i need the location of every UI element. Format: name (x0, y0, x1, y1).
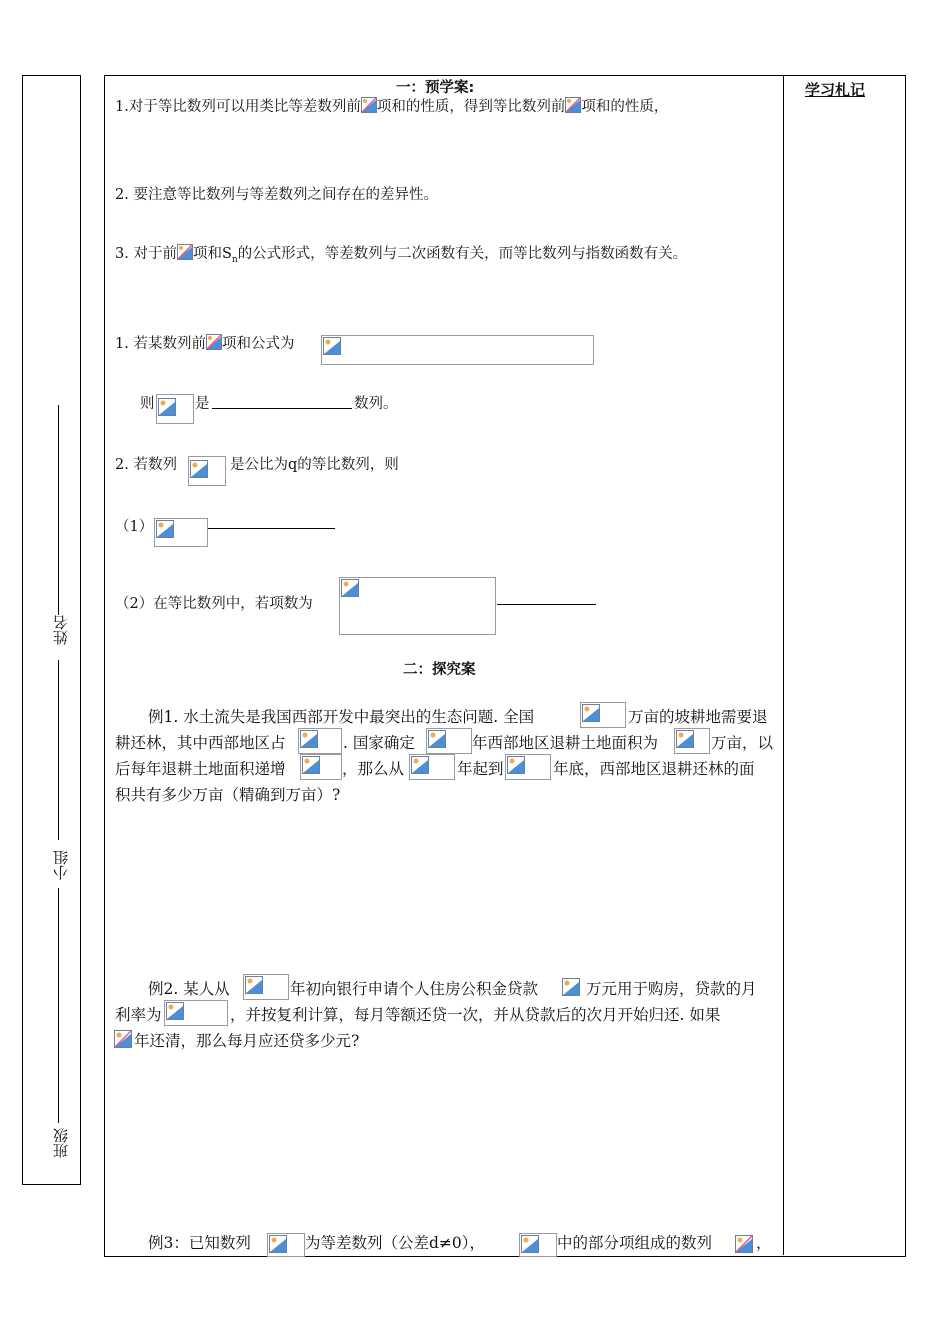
ex1-part: 例1. 水土流失是我国西部开发中最突出的生态问题. 全国 (148, 708, 535, 726)
formula-image-icon (269, 1235, 287, 1253)
section1-title: 一：预学案: (396, 80, 475, 96)
formula-image-icon (361, 97, 377, 113)
formula-image-icon (158, 398, 176, 416)
ex1-part: 后每年退耕土地面积递增 (115, 760, 286, 778)
formula-image-icon (300, 730, 318, 748)
formula-image-icon (676, 730, 694, 748)
q2-text: 2. 若数列 (115, 457, 177, 473)
item3-text (115, 242, 687, 265)
formula-image-icon (562, 978, 580, 996)
item3-subscript: n (231, 254, 238, 265)
q2-text-b: 是公比为q的等比数列，则 (230, 457, 399, 473)
ex2-part: 年初向银行申请个人住房公积金贷款 (290, 980, 539, 998)
item1-part: 等比数列前 (492, 99, 566, 115)
item1-part: 项和的性质，得到 (376, 99, 493, 115)
q2-1-label: （1） (115, 519, 154, 535)
item1-part: 项和的性质， (581, 99, 669, 115)
q1-then: 则 (140, 396, 155, 412)
ex2-part: 利率为 (115, 1006, 162, 1024)
formula-image-icon (735, 1235, 753, 1253)
formula-image-icon (156, 520, 174, 538)
ex2-part: 年还清，那么每月应还贷多少元? (134, 1032, 360, 1050)
ex1-part: . 国家确定 (343, 734, 415, 752)
formula-frame (339, 577, 496, 635)
column-divider (783, 75, 784, 1255)
ex3-part: 为等差数列（公差d≠0）， (305, 1234, 486, 1252)
formula-image-icon (114, 1030, 132, 1048)
formula-frame (321, 335, 594, 365)
ex1-part: ，那么从 (342, 760, 405, 778)
ex1-part: 万亩的坡耕地需要退 (628, 708, 768, 726)
q1-part: 1. 若某数列前 (115, 336, 206, 352)
formula-image-icon (521, 1235, 539, 1253)
item1-part: 1.对于等比数列可以用类比等差数列前 (115, 99, 361, 115)
sidebar-line (58, 405, 59, 615)
ex3-part: ， (756, 1234, 772, 1252)
q1-suffix: 数列。 (354, 396, 398, 412)
formula-image-icon (302, 756, 320, 774)
ex1-part: 耕还林，其中西部地区占 (115, 734, 286, 752)
sidebar-line (58, 888, 59, 1123)
item3-part: 项和S (192, 246, 232, 262)
formula-image-icon (341, 579, 359, 597)
formula-image-icon (206, 334, 222, 350)
formula-image-icon (428, 730, 446, 748)
q1-part: 项和公式为 (221, 336, 295, 352)
name-label: 姓名 (52, 615, 70, 645)
ex1-part: 年底，西部地区退耕还林的面 (553, 760, 755, 778)
ex1-part: 年西部地区退耕土地面积为 (472, 734, 659, 752)
section2-title: 二：探究案 (403, 662, 476, 678)
ex1-part: 积共有多少万亩（精确到万亩）? (115, 786, 341, 804)
notes-header: 学习札记 (805, 81, 866, 99)
item3-part: 的公式形式，等差数列与二次函数有关，而等比数列与指数函数有关。 (237, 246, 688, 262)
formula-image-icon (582, 704, 600, 722)
formula-image-icon (507, 756, 525, 774)
ex2-part: 例2. 某人从 (148, 980, 230, 998)
class-label: 班级 (52, 1128, 70, 1158)
ex2-part: ，并按复利计算，每月等额还贷一次，并从贷款后的次月开始归还. 如果 (230, 1006, 721, 1024)
ex1-part: 年起到 (457, 760, 504, 778)
item3-part: 3. 对于前 (115, 246, 177, 262)
ex3-part: 例3：已知数列 (148, 1234, 251, 1252)
answer-blank (208, 528, 335, 529)
answer-blank (212, 408, 352, 409)
ex3-part: 中的部分项组成的数列 (557, 1234, 713, 1252)
formula-image-icon (323, 337, 341, 355)
ex2-part: 万元用于购房，贷款的月 (586, 980, 757, 998)
ex1-part: 万亩，以 (711, 734, 774, 752)
ex1-line1 (148, 705, 534, 727)
formula-image-icon (245, 976, 263, 994)
sidebar-line (58, 660, 59, 840)
formula-image-icon (411, 756, 429, 774)
q1-text (115, 332, 294, 353)
formula-image-icon (565, 97, 581, 113)
group-label: 小组 (52, 850, 70, 880)
answer-blank (497, 604, 596, 605)
q2-2-text: （2）在等比数列中，若项数为 (115, 596, 313, 612)
formula-image-icon (190, 460, 208, 478)
item1-text (115, 95, 668, 116)
q1-is: 是 (195, 396, 210, 412)
item2-text: 2. 要注意等比数列与等差数列之间存在的差异性。 (115, 187, 438, 203)
formula-image-icon (177, 244, 193, 260)
formula-image-icon (166, 1002, 184, 1020)
